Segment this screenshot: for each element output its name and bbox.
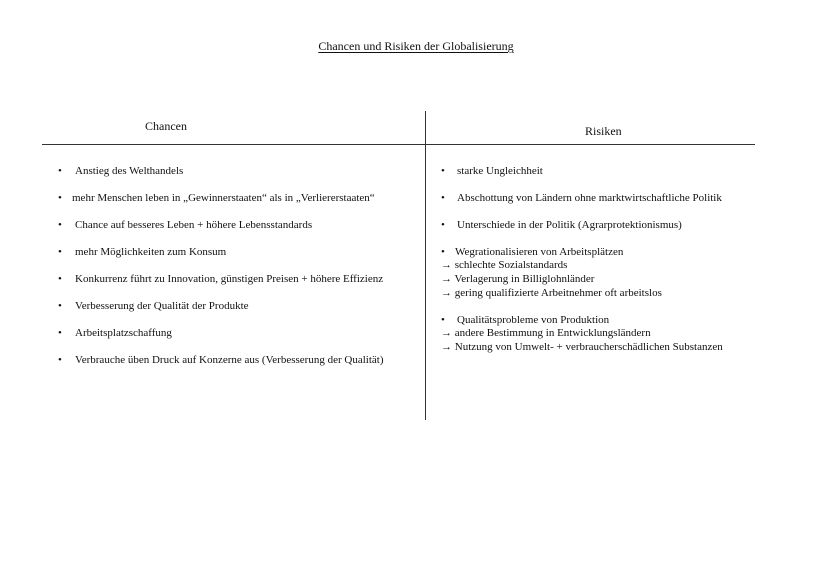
chancen-item: Konkurrenz führt zu Innovation, günstigen Preisen + höhere Effizienz <box>75 273 384 285</box>
risiken-item: Qualitätsprobleme von Produktion <box>457 314 610 326</box>
chancen-item: mehr Menschen leben in „Gewinnerstaaten“ als in „Verliererstaaten“ <box>72 192 375 204</box>
bullet-icon: • <box>441 165 445 177</box>
chancen-item: Arbeitsplatzschaffung <box>75 327 172 339</box>
risiken-item: starke Ungleichheit <box>457 165 543 177</box>
bullet-icon: • <box>58 165 62 177</box>
bullet-icon: • <box>58 219 62 231</box>
risiken-detail: → andere Bestimmung in Entwicklungsländern <box>441 327 651 339</box>
chancen-item: Chance auf besseres Leben + höhere Lebensstandards <box>75 219 313 231</box>
bullet-icon: • <box>58 300 62 312</box>
risiken-item: Unterschiede in der Politik (Agrarprotektionismus) <box>457 219 682 231</box>
bullet-icon: • <box>58 354 62 366</box>
chancen-item: Verbesserung der Qualität der Produkte <box>75 300 249 312</box>
risiken-item: Wegrationalisieren von Arbeitsplätzen <box>455 246 624 258</box>
bullet-icon: • <box>58 273 62 285</box>
risiken-detail: → Nutzung von Umwelt- + verbraucherschädlichen Substanzen <box>441 341 723 353</box>
risiken-heading: Risiken <box>585 124 622 138</box>
bullet-icon: • <box>441 192 445 204</box>
bullet-icon: • <box>58 327 62 339</box>
column-divider-line <box>425 111 426 420</box>
bullet-icon: • <box>441 219 445 231</box>
document-title: Chancen und Risiken der Globalisierung <box>318 39 514 53</box>
header-divider-line <box>42 144 755 145</box>
risiken-detail: → Verlagerung in Billiglohnländer <box>441 273 595 285</box>
chancen-item: Anstieg des Welthandels <box>75 165 184 177</box>
risiken-detail: → gering qualifizierte Arbeitnehmer oft arbeitslos <box>441 287 662 299</box>
chancen-item: mehr Möglichkeiten zum Konsum <box>75 246 227 258</box>
bullet-icon: • <box>58 246 62 258</box>
bullet-icon: • <box>441 314 445 326</box>
chancen-heading: Chancen <box>145 119 187 133</box>
bullet-icon: • <box>58 192 62 204</box>
risiken-detail: → schlechte Sozialstandards <box>441 259 568 271</box>
chancen-item: Verbrauche üben Druck auf Konzerne aus (Verbesserung der Qualität) <box>75 354 384 366</box>
bullet-icon: • <box>441 246 445 258</box>
risiken-item: Abschottung von Ländern ohne marktwirtschaftliche Politik <box>457 192 722 204</box>
